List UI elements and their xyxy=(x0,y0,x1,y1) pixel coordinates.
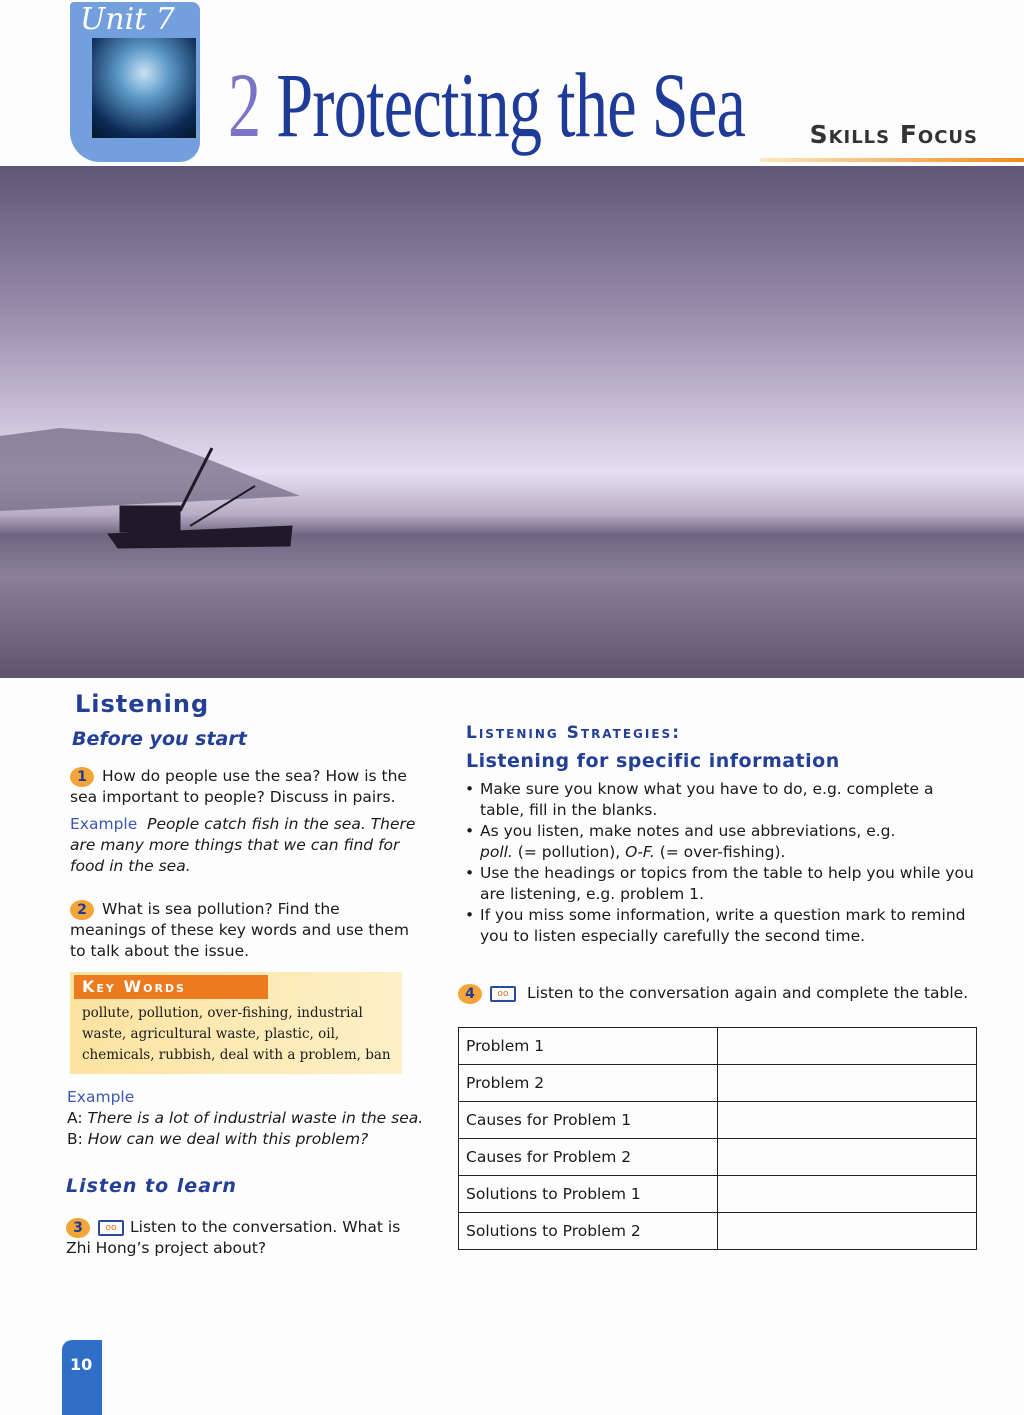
shark-photo xyxy=(92,38,196,138)
cassette-tape-icon: oo xyxy=(98,1220,124,1236)
table-row xyxy=(459,1102,977,1139)
key-words-list: pollute, pollution, over-fishing, industrial waste, agricultural waste, plastic, oil, chemicals, rubbish, deal with a problem, ban xyxy=(82,1005,391,1063)
unit-label: Unit 7 xyxy=(80,2,175,37)
strategies-list xyxy=(465,779,975,947)
answer-cell[interactable] xyxy=(718,1139,977,1176)
list-item: • Use the headings or topics from the table to help you while you are listening, e.g. problem 1. xyxy=(465,863,975,905)
list-item: • Make sure you know what you have to do, e.g. complete a table, fill in the blanks. xyxy=(465,779,975,821)
answer-cell[interactable] xyxy=(718,1176,977,1213)
divider xyxy=(760,158,1024,162)
table-row xyxy=(459,1176,977,1213)
answer-cell[interactable] xyxy=(718,1065,977,1102)
table-row xyxy=(459,1213,977,1250)
row-label: Solutions to Problem 2 xyxy=(459,1213,718,1250)
row-label: Causes for Problem 1 xyxy=(459,1102,718,1139)
heading-listen-to-learn: Listen to learn xyxy=(66,1175,237,1197)
list-item: • As you listen, make notes and use abbreviations, e.g. poll. (= pollution), O-F. (= over-fishing). xyxy=(465,821,975,863)
question-3: 3 oo Listen to the conversation. What is Zhi Hong’s project about? xyxy=(66,1218,401,1257)
strategies-title: Listening Strategies: xyxy=(466,723,682,743)
question-4: 4 oo Listen to the conversation again and complete the table. xyxy=(458,983,978,1004)
question-1: 1 How do people use the sea? How is the sea important to people? Discuss in pairs. xyxy=(70,767,407,806)
table-row xyxy=(459,1065,977,1102)
example-2: Example A: There is a lot of industrial waste in the sea. B: How can we deal with this problem? xyxy=(67,1088,424,1148)
answer-cell[interactable] xyxy=(718,1102,977,1139)
example-1: Example People catch fish in the sea. There are many more things that we can find for food in the sea. xyxy=(70,815,416,875)
section-listening: Listening xyxy=(75,690,210,718)
row-label: Problem 1 xyxy=(459,1028,718,1065)
answer-cell[interactable] xyxy=(718,1028,977,1065)
page-number: 10 xyxy=(62,1340,102,1415)
answer-table xyxy=(458,1027,977,1250)
strategies-subtitle: Listening for specific information xyxy=(466,750,840,772)
page-title: 2 Protecting the Sea xyxy=(228,54,746,156)
row-label: Causes for Problem 2 xyxy=(459,1139,718,1176)
table-row xyxy=(459,1139,977,1176)
key-words-title: Key Words xyxy=(74,975,268,999)
list-item: • If you miss some information, write a question mark to remind you to listen especially carefully the second time. xyxy=(465,905,975,947)
cassette-tape-icon: oo xyxy=(490,986,516,1002)
skills-focus-label: Skills Focus xyxy=(809,120,978,149)
row-label: Problem 2 xyxy=(459,1065,718,1102)
answer-cell[interactable] xyxy=(718,1213,977,1250)
row-label: Solutions to Problem 1 xyxy=(459,1176,718,1213)
heading-before-you-start: Before you start xyxy=(72,728,247,750)
sea-photo xyxy=(0,166,1024,678)
table-row xyxy=(459,1028,977,1065)
question-2: 2 What is sea pollution? Find the meanings of these key words and use them to talk about the issue. xyxy=(70,900,409,960)
